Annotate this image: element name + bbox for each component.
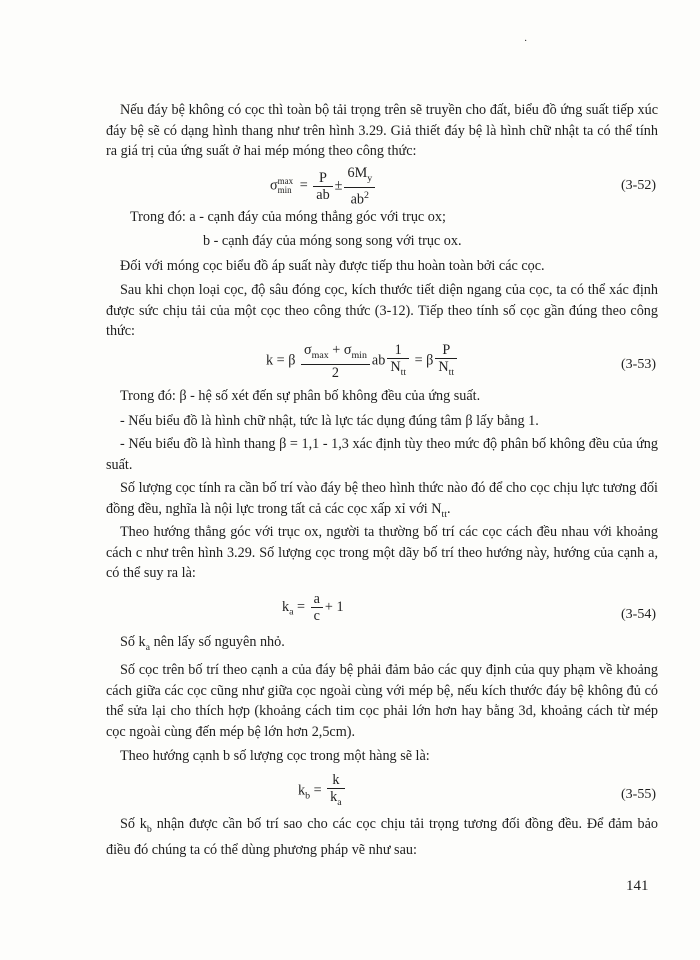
equation-3-53: [266, 342, 459, 381]
p9-text-start: Số k: [120, 816, 147, 832]
paragraph-kb-distribution: [106, 814, 658, 861]
p4-end: .: [447, 500, 451, 517]
eq55-den-sub: a: [337, 796, 342, 808]
bullet-rectangle: - Nếu biểu đồ là hình chữ nhật, tức là lực tác dụng đúng tâm β lấy bằng 1.: [120, 413, 539, 429]
eq52-num2-sub: y: [367, 172, 373, 184]
p9-text-end: nhận được cần bố trí sao cho các cọc chịu tải trọng tương đối đồng đều. Để đảm bảo điều đó chúng ta có thể dùng phương pháp vẽ như sau:: [106, 816, 658, 859]
eq52-den2-main: ab: [350, 191, 365, 208]
paragraph-b-direction: Theo hướng cạnh b số lượng cọc trong một hàng sẽ là:: [120, 748, 430, 764]
paragraph-ox-direction: Theo hướng thẳng góc với trục ox, người ta thường bố trí các cọc cách đều nhau với khoảng cách c như trên hình 3.29. Số lượng cọc trong một dãy bố trí theo hướng này, hướng của cạnh a, có thể suy ra là:: [106, 524, 658, 581]
eq54-num: a: [311, 591, 323, 608]
eq53-num1: [301, 342, 370, 365]
eq53-num3: P: [435, 342, 457, 359]
eq53-equals-beta: = β: [414, 352, 434, 369]
eq55-equals: =: [313, 782, 322, 799]
eq54-tail: + 1: [324, 598, 344, 615]
paragraph-ka-integer: [106, 632, 658, 658]
equation-number-3-53: (3-53): [621, 357, 656, 372]
equation-3-54: [282, 591, 344, 624]
p6-end: nên lấy số nguyên nhỏ.: [150, 634, 285, 650]
eq54-lhs: k: [282, 598, 290, 615]
eq53-plus-sigma: + σ: [328, 342, 352, 358]
equation-number-3-52: (3-52): [621, 178, 656, 193]
eq52-den2: [344, 188, 375, 208]
eq52-den1: ab: [316, 186, 330, 203]
page-number: 141: [626, 878, 649, 894]
eq54-frac: [311, 591, 323, 624]
eq55-frac: [327, 772, 345, 811]
paragraph-pile-arrangement: [106, 478, 658, 525]
eq55-lhs-sub: b: [305, 790, 311, 802]
p6-text: Số k: [120, 634, 146, 650]
eq53-ab: ab: [371, 352, 386, 369]
equation-3-55: [298, 772, 347, 811]
equation-number-3-54: (3-54): [621, 607, 656, 622]
p9-sub: b: [146, 823, 152, 835]
paragraph-pile-count: Sau khi chọn loại cọc, độ sâu đóng cọc, kích thước tiết diện ngang của cọc, ta có thể xác định được sức chịu tải của một cọc theo công thức (3-12). Tiếp theo tính số cọc gần đúng theo công thức:: [106, 282, 658, 339]
p4-text: Số lượng cọc tính ra cần bố trí vào đáy bệ theo hình thức nào đó để cho cọc chịu lực tương đối đồng đều, nghĩa là nội lực trong tất cả các cọc xấp xỉ với N: [106, 480, 658, 517]
bullet-trapezoid: - Nếu biểu đồ là hình thang β = 1,1 - 1,3 xác định tùy theo mức độ phân bố không đều của ứng suất.: [106, 436, 658, 473]
eq52-sub: min: [277, 185, 292, 196]
equation-number-3-55: (3-55): [621, 787, 656, 802]
eq55-den: [327, 789, 345, 811]
eq55-lhs: k: [298, 782, 306, 799]
eq53-den1: 2: [331, 364, 339, 381]
eq52-sigma: σ: [270, 177, 278, 194]
eq52-num2: [344, 165, 375, 188]
p4-sub: tt: [441, 508, 448, 520]
eq52-num2-main: 6M: [347, 165, 368, 181]
paragraph-pile-pressure: Đối với móng cọc biểu đồ áp suất này được tiếp thu hoàn toàn bởi các cọc.: [120, 258, 545, 274]
eq52-pm: ±: [334, 177, 343, 194]
eq53-den3-sub: tt: [448, 366, 455, 378]
eq55-den-main: k: [330, 789, 338, 805]
eq53-num2: 1: [387, 342, 409, 359]
eq53-den2: [387, 359, 409, 381]
eq54-lhs-sub: a: [289, 606, 294, 618]
eq52-den2-sup: 2: [364, 189, 369, 201]
eq53-lhs: k = β: [266, 352, 296, 369]
paragraph-spacing-rules: Số cọc trên bố trí theo cạnh a của đáy bệ phải đảm bảo các quy định của quy phạm về khoảng cách giữa các cọc cũng như giữa cọc ngoài cùng với mép bệ, nếu kích thước đáy bệ không đủ có thể sửa lại cho thích hợp (khoảng cách tim cọc phải lớn hơn hay bằng 3d, khoảng cách từ mép cọc ngoài cùng đến mép bệ lớn hơn 2,5cm).: [106, 662, 658, 740]
eq55-num: k: [327, 772, 345, 789]
eq52-frac1: [313, 170, 332, 203]
where-beta-definition: Trong đó: β - hệ số xét đến sự phân bố không đều của ứng suất.: [120, 388, 481, 404]
eq53-den3-main: N: [438, 359, 449, 375]
eq53-frac2: [387, 342, 409, 381]
eq53-max: max: [311, 349, 329, 361]
where-a-definition: Trong đó: a - cạnh đáy của móng thẳng góc với trục ox;: [130, 209, 446, 225]
eq52-equals: =: [299, 177, 308, 194]
eq53-den3: [435, 359, 457, 381]
eq53-den2-sub: tt: [400, 366, 407, 378]
eq53-frac3: [435, 342, 457, 381]
equation-3-52: [270, 165, 377, 208]
eq52-frac2: [344, 165, 375, 208]
eq54-den: c: [313, 608, 320, 624]
eq53-sigma-max: σ: [303, 342, 312, 358]
where-b-definition: b - cạnh đáy của móng song song với trục ox.: [203, 233, 462, 249]
page-mark: ·: [524, 36, 528, 47]
p6-sub: a: [145, 641, 151, 653]
eq53-frac1: [301, 342, 370, 381]
eq53-min: min: [351, 349, 367, 361]
eq52-sup: max: [277, 176, 294, 187]
paragraph-intro: Nếu đáy bệ không có cọc thì toàn bộ tải trọng trên sẽ truyền cho đất, biểu đồ ứng suất tiếp xúc đáy bệ sẽ có dạng hình thang như trên hình 3.29. Giả thiết đáy bệ là hình chữ nhật ta có thể tính ra giá trị của ứng suất ở hai mép móng theo công thức:: [106, 102, 658, 159]
eq53-den2-main: N: [390, 359, 401, 375]
eq52-num1: P: [313, 170, 332, 187]
eq54-equals: =: [297, 598, 306, 615]
